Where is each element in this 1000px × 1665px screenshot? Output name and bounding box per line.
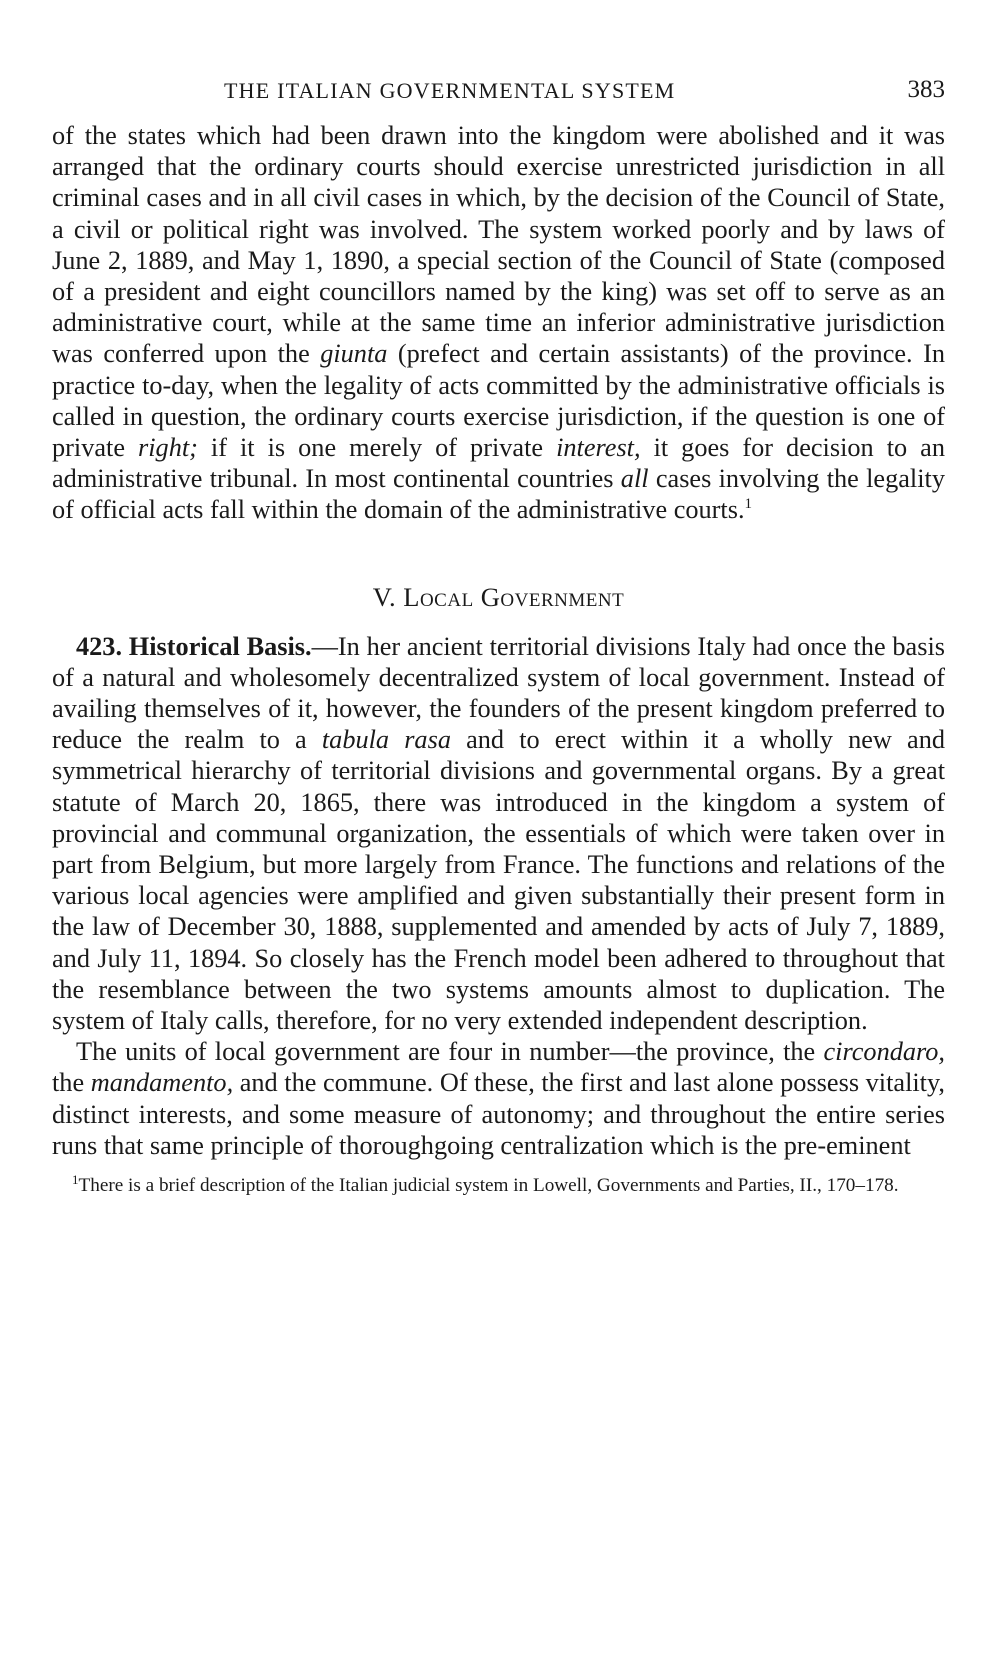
footnote-mark: 1: [72, 1172, 79, 1188]
paragraph-title: Historical Basis.: [128, 631, 312, 661]
section-title: Local Government: [403, 581, 625, 612]
book-page: [52, 78, 945, 1217]
text-run: of the states which had been drawn into the kingdom were abolished and it was arranged that the ordinary courts should exercise unrestricted jurisdiction in all criminal cases and in all civil cases in which, by the decision of the Council of State, a civil or political right was involved. The system worked poorly and by laws of June 2, 1889, and May 1, 1890, a special section of the Council of State (composed of a president and eight councillors named by the king) was set off to serve as an administrative court, while at the same time an inferior administrative jurisdiction was conferred upon the: [52, 121, 945, 369]
italic-term: tabula rasa: [321, 725, 451, 755]
section-numeral: V.: [372, 581, 397, 612]
italic-term: circondaro,: [823, 1037, 945, 1067]
italic-term: right;: [138, 433, 198, 463]
footnote-text: There is a brief description of the Italian judicial system in Lowell, Governments and Parties, II., 170–178.: [78, 1175, 899, 1197]
paragraph-units: [52, 1036, 945, 1161]
section-heading: [52, 582, 945, 613]
text-run: it goes for decision to an administrative tribunal. In most continental countries: [52, 433, 945, 494]
italic-term: mandamento,: [90, 1068, 234, 1098]
paragraph-continued: [52, 120, 945, 526]
running-head: [52, 78, 945, 114]
paragraph-number: 423.: [76, 631, 123, 661]
text-run: and the commune. Of these, the first and last alone possess vitality, distinct interests, and some measure of autonomy; and throughout the entire series runs that same principle of thoroughgoing centralization which is the pre-eminent: [52, 1068, 945, 1160]
footnote-reference: 1: [744, 496, 753, 513]
italic-term: giunta: [320, 339, 388, 369]
text-run: (prefect and certain assistants) of the province. In practice to-day, when the legality of acts committed by the administrative officials is called in question, the ordinary courts exercise jurisdiction, if the question is one of private: [52, 339, 945, 463]
italic-term: all: [620, 464, 649, 494]
text-run: cases involving the legality of official acts fall within the domain of the administrative courts.: [52, 464, 945, 525]
paragraph-historical-basis: [52, 631, 945, 1037]
italic-term: interest,: [556, 433, 641, 463]
running-head-title: THE ITALIAN GOVERNMENTAL SYSTEM: [224, 78, 676, 103]
footnote: [52, 1173, 945, 1198]
text-run: if it is one merely of private: [197, 433, 557, 463]
text-run: The units of local government are four in number—the province, the: [76, 1037, 824, 1067]
text-run: —In her ancient territorial divisions Italy had once the basis of a natural and wholesomely decentralized system of local government. Instead of availing themselves of it, however, the founders of the present kingdom preferred to reduce the realm to a: [52, 631, 945, 755]
page-number: 383: [907, 76, 945, 103]
text-run: and to erect within it a wholly new and symmetrical hierarchy of territorial divisions and governmental organs. By a great statute of March 20, 1865, there was introduced in the kingdom a system of provincial and communal organization, the essentials of which were taken over in part from Belgium, but more largely from France. The functions and relations of the various local agencies were amplified and given substantially their present form in the law of December 30, 1888, supplemented and amended by acts of July 7, 1889, and July 11, 1894. So closely has the French model been adhered to throughout that the resemblance between the two systems amounts almost to duplication. The system of Italy calls, therefore, for no very extended independent description.: [52, 725, 945, 1036]
text-run: the: [52, 1068, 91, 1098]
